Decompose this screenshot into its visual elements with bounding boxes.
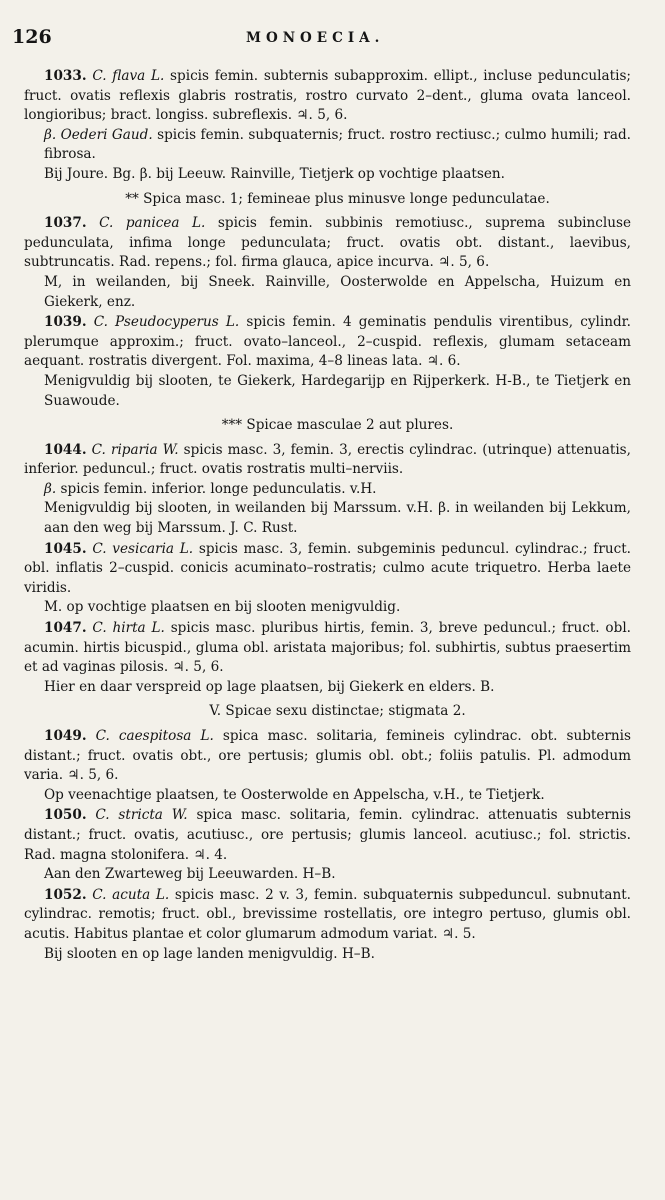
species-entry: 1044. C. riparia W. spicis masc. 3, femin. 3, erectis cylindrac. (utrinque) attenuatis, inferior. peduncul.; fruct. ovatis rostratis multi–nerviis. <box>24 441 631 478</box>
species-entry: 1049. C. caespitosa L. spica masc. solitaria, femineis cylindrac. obt. subternis distant.; fruct. ovatis obt., ore pertusis; glumis obl. obt.; foliis patulis. Pl. admodum varia. ♃. 5, 6. <box>24 728 632 784</box>
locality-note: M. op vochtige plaatsen en bij slooten menigvuldig. <box>44 599 401 616</box>
page-number: 126 <box>12 26 52 48</box>
locality-note: Op veenachtige plaatsen, te Oosterwolde en Appelscha, v.H., te Tietjerk. <box>44 786 545 803</box>
species-entry: 1039. C. Pseudocyperus L. spicis femin. 4 geminatis pendulis virentibus, cylindr. plerumque approxim.; fruct. ovato–lanceol., 2–cuspid. reflexis, glumam setaceam aequant. rostratis divergent. Fol. maxima, 4–8 lineas lata. ♃. 6. <box>24 314 631 370</box>
species-name: C. stricta W. <box>95 807 188 824</box>
variety-entry: β. spicis femin. inferior. longe pedunculatis. v.H. <box>44 480 377 497</box>
species-name: C. panicea L. <box>99 215 206 232</box>
section-heading: *** Spicae masculae 2 aut plures. <box>221 417 454 434</box>
section-heading: ** Spica masc. 1; femineae plus minusve longe pedunculatae. <box>125 190 550 207</box>
page-body <box>24 66 631 964</box>
locality-note: Aan den Zwarteweg bij Leeuwarden. H–B. <box>44 866 336 883</box>
section-heading: V. Spicae sexu distinctae; stigmata 2. <box>209 703 466 720</box>
running-title: MONOECIA. <box>246 30 385 46</box>
species-name: C. caespitosa L. <box>95 728 214 744</box>
variety-entry: β. Oederi Gaud. spicis femin. subquaternis; fruct. rostro rectiusc.; culmo humili; rad. fibrosa. <box>44 126 631 163</box>
page-header <box>0 26 665 54</box>
species-entry: 1052. C. acuta L. spicis masc. 2 v. 3, femin. subquaternis subpeduncul. subnutant. cylindrac. remotis; fruct. obl., brevissime rostellatis, ore integro pertuso, glumis obl. acutis. Habitus plantae et color glumarum admodum variat. ♃. 5. <box>24 886 631 942</box>
species-name: C. flava L. <box>92 68 165 84</box>
species-name: C. Pseudocyperus L. <box>93 314 240 331</box>
species-entry: 1047. C. hirta L. spicis masc. pluribus hirtis, femin. 3, breve peduncul.; fruct. obl. acumin. hirtis bicuspid., gluma obl. aristata majoribus; fol. subhirtis, subtus praesertim et ad vaginas pilosis. ♃. 5, 6. <box>24 620 631 676</box>
locality-note: Menigvuldig bij slooten, te Giekerk, Hardegarijp en Rijperkerk. H-B., te Tietjerk en Suawoude. <box>44 372 631 409</box>
species-name: C. acuta L. <box>92 886 170 903</box>
locality-note: Bij slooten en op lage landen menigvuldig. H–B. <box>44 945 375 962</box>
species-entry: 1037. C. panicea L. spicis femin. subbinis remotiusc., suprema subincluse pedunculata, infima longe pedunculata; fruct. ovatis obt. distant., laevibus, subtruncatis. Rad. repens.; fol. firma glauca, apice incurva. ♃. 5, 6. <box>24 215 631 271</box>
locality-note: M, in weilanden, bij Sneek. Rainville, Oosterwolde en Appelscha, Huizum en Giekerk, enz. <box>44 273 631 310</box>
locality-note: Menigvuldig bij slooten, in weilanden bij Marssum. v.H. β. in weilanden bij Lekkum, aan den weg bij Marssum. J. C. Rust. <box>44 500 631 537</box>
locality-note: Bij Joure. Bg. β. bij Leeuw. Rainville, Tietjerk op vochtige plaatsen. <box>44 165 505 182</box>
species-entry: 1033. C. flava L. spicis femin. subternis subapproxim. ellipt., incluse pedunculatis; fruct. ovatis reflexis glabris rostratis, rostro curvato 2–dent., gluma ovata lanceol. longioribus; bract. longiss. subreflexis. ♃. 5, 6. <box>24 68 631 124</box>
species-name: C. vesicaria L. <box>92 540 194 557</box>
species-entry: 1050. C. stricta W. spica masc. solitaria, femin. cylindrac. attenuatis subternis distant.; fruct. ovatis, acutiusc., ore pertusis; glumis lanceol. acutiusc.; fol. strictis. Rad. magna stolonifera. ♃. 4. <box>24 807 631 863</box>
locality-note: Hier en daar verspreid op lage plaatsen, bij Giekerk en elders. B. <box>44 678 495 695</box>
species-name: C. riparia W. <box>91 441 179 458</box>
species-entry: 1045. C. vesicaria L. spicis masc. 3, femin. subgeminis peduncul. cylindrac.; fruct. obl. inflatis 2–cuspid. conicis acuminato–rostratis; culmo acute triquetro. Herba laete viridis. <box>24 540 631 596</box>
species-name: C. hirta L. <box>92 620 165 637</box>
